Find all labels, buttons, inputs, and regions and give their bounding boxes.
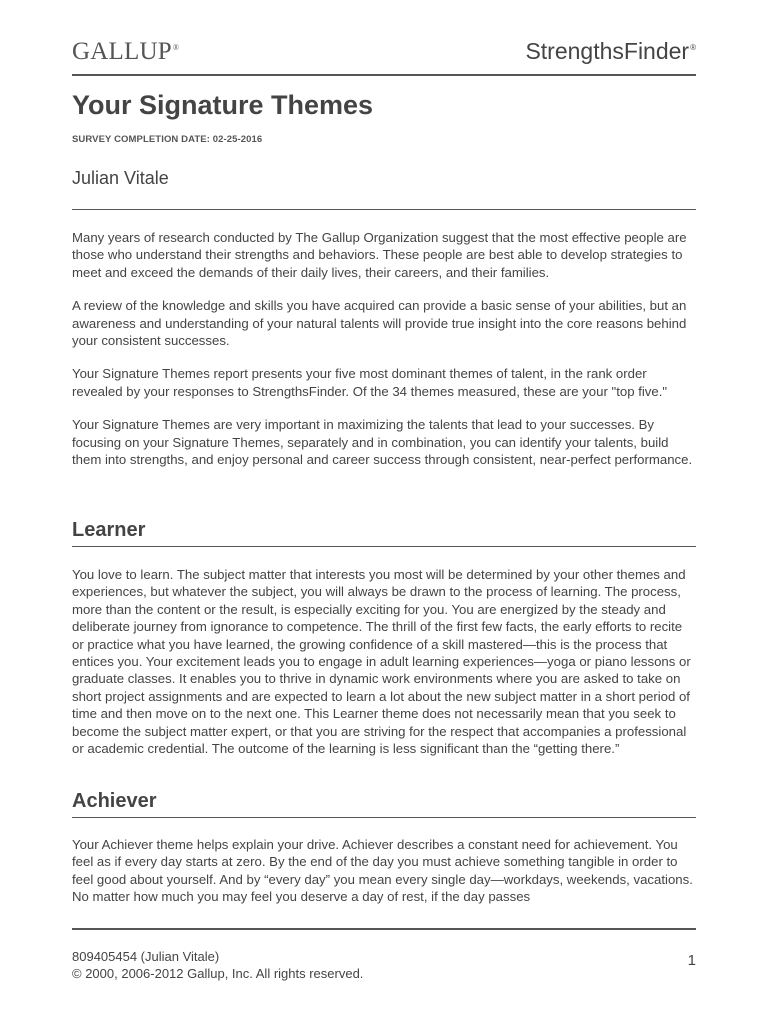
theme-divider bbox=[72, 546, 696, 547]
report-page bbox=[72, 0, 696, 1024]
theme-heading-learner: Learner bbox=[72, 519, 146, 541]
page-header bbox=[72, 36, 696, 76]
theme-divider bbox=[72, 817, 696, 818]
intro-section bbox=[72, 229, 696, 484]
intro-paragraph: Your Signature Themes are very important in maximizing the talents that lead to your successes. By focusing on your Signature Themes, separately and in combination, you can identify your talents, build them into strengths, and enjoy personal and career success through consistent, near-perfect performance. bbox=[72, 417, 693, 468]
theme-heading-achiever: Achiever bbox=[72, 790, 157, 812]
page-title: Your Signature Themes bbox=[72, 90, 374, 120]
theme-description-achiever: Your Achiever theme helps explain your drive. Achiever describes a constant need for achievement. You feel as if every day starts at zero. By the end of the day you must achieve something tangible in order to feel good about yourself. And by “every day” you mean every single day—workdays, weekends, vacations. No matter how much you may feel you deserve a day of rest, if the day passes bbox=[72, 837, 693, 905]
intro-paragraph: A review of the knowledge and skills you have acquired can provide a basic sense of your abilities, but an awareness and understanding of your natural talents will provide true insight into the core reasons behind your consistent successes. bbox=[72, 298, 687, 349]
footer-report-id: 809405454 (Julian Vitale) bbox=[72, 949, 220, 964]
header-divider bbox=[72, 74, 696, 76]
survey-date-label: SURVEY COMPLETION DATE: bbox=[72, 134, 210, 145]
footer-divider bbox=[72, 928, 696, 930]
survey-completion-date bbox=[72, 134, 262, 145]
theme-description-learner: You love to learn. The subject matter that interests you most will be determined by your other themes and experiences, but whatever the subject, you will always be drawn to the process of learning. The process, more than the content or the result, is especially exciting for you. You are energized by the steady and deliberate journey from ignorance to competence. The thrill of the first few facts, the early efforts to recite or practice what you have learned, the growing confidence of a skill mastered—this is the process that entices you. Your excitement leads you to engage in adult learning experiences—yoga or piano lessons or graduate classes. It enables you to thrive in dynamic work environments where you are asked to take on short project assignments and are expected to learn a lot about the new subject matter in a short period of time and then move on to the next one. This Learner theme does not necessarily mean that you seek to become the subject matter expert, or that you are striving for the respect that accompanies a professional or academic credential. The outcome of the learning is less significant than the “getting there.” bbox=[72, 567, 691, 757]
name-divider bbox=[72, 209, 696, 210]
survey-date-value: 02-25-2016 bbox=[212, 134, 263, 145]
strengthsfinder-logo: StrengthsFinder® bbox=[525, 38, 696, 64]
footer-copyright: © 2000, 2006-2012 Gallup, Inc. All rights reserved. bbox=[72, 966, 364, 981]
gallup-logo: GALLUP® bbox=[72, 38, 180, 65]
person-name: Julian Vitale bbox=[72, 168, 169, 188]
intro-paragraph: Your Signature Themes report presents your five most dominant themes of talent, in the rank order revealed by your responses to StrengthsFinder. Of the 34 themes measured, these are your "top five." bbox=[72, 366, 668, 399]
intro-paragraph: Many years of research conducted by The Gallup Organization suggest that the most effective people are those who understand their strengths and behaviors. These people are best able to develop strategies to meet and exceed the demands of their daily lives, their careers, and their families. bbox=[72, 230, 687, 280]
page-number: 1 bbox=[687, 952, 696, 969]
